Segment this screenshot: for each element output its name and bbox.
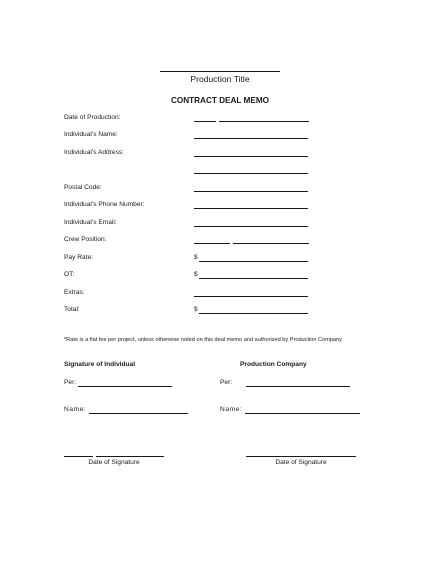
field-label-date-of-production: Date of Production: [64, 114, 121, 121]
right-name-line[interactable] [245, 413, 360, 414]
field-label-address: Individual’s Address: [64, 149, 124, 156]
left-name-line[interactable] [89, 413, 188, 414]
right-date-line[interactable] [246, 456, 356, 457]
left-date-line-1[interactable] [64, 456, 93, 457]
date-of-production-line-2[interactable] [219, 121, 309, 122]
address-line-2[interactable] [194, 173, 308, 174]
right-per-line[interactable] [246, 386, 350, 387]
production-title: Production Title [190, 74, 250, 84]
signature-of-individual-heading: Signature of Individual [64, 361, 136, 368]
field-label-phone: Individual’s Phone Number: [64, 201, 145, 208]
field-label-email: Individual’s Email: [64, 219, 117, 226]
ot-dollar-sign: $ [194, 271, 198, 278]
postal-code-line[interactable] [194, 191, 308, 192]
right-name-label: Name: [220, 406, 243, 413]
address-line-1[interactable] [194, 156, 308, 157]
phone-line[interactable] [194, 208, 308, 209]
crew-position-line-1[interactable] [194, 243, 230, 244]
left-per-label: Per: [64, 379, 77, 386]
pay-rate-dollar-sign: $ [194, 254, 198, 261]
field-label-extras: Extras: [64, 289, 85, 296]
production-title-line [160, 71, 280, 72]
left-date-line-2[interactable] [96, 456, 164, 457]
left-per-line[interactable] [78, 386, 172, 387]
field-label-ot: OT: [64, 271, 75, 278]
field-label-name: Individual’s Name: [64, 131, 118, 138]
name-line[interactable] [194, 138, 308, 139]
date-of-production-line-1[interactable] [194, 121, 216, 122]
rate-footnote: *Rate is a flat fee per project, unless otherwise noted on this deal memo and authorized by Production Company [64, 337, 342, 343]
email-line[interactable] [194, 226, 308, 227]
field-label-pay-rate: Pay Rate: [64, 254, 93, 261]
pay-rate-line[interactable] [199, 261, 308, 262]
field-label-crew-position: Crew Position: [64, 236, 107, 243]
right-date-of-signature-label: Date of Signature [275, 459, 327, 466]
total-line[interactable] [199, 313, 308, 314]
production-company-heading: Production Company [240, 361, 307, 368]
total-dollar-sign: $ [194, 306, 198, 313]
ot-line[interactable] [199, 278, 308, 279]
field-label-postal-code: Postal Code: [64, 184, 102, 191]
document-heading: CONTRACT DEAL MEMO [170, 96, 270, 105]
right-per-label: Per: [220, 379, 233, 386]
left-date-of-signature-label: Date of Signature [88, 459, 140, 466]
extras-line[interactable] [194, 296, 308, 297]
left-name-label: Name: [64, 406, 87, 413]
crew-position-line-2[interactable] [233, 243, 309, 244]
field-label-total: Total: [64, 306, 80, 313]
